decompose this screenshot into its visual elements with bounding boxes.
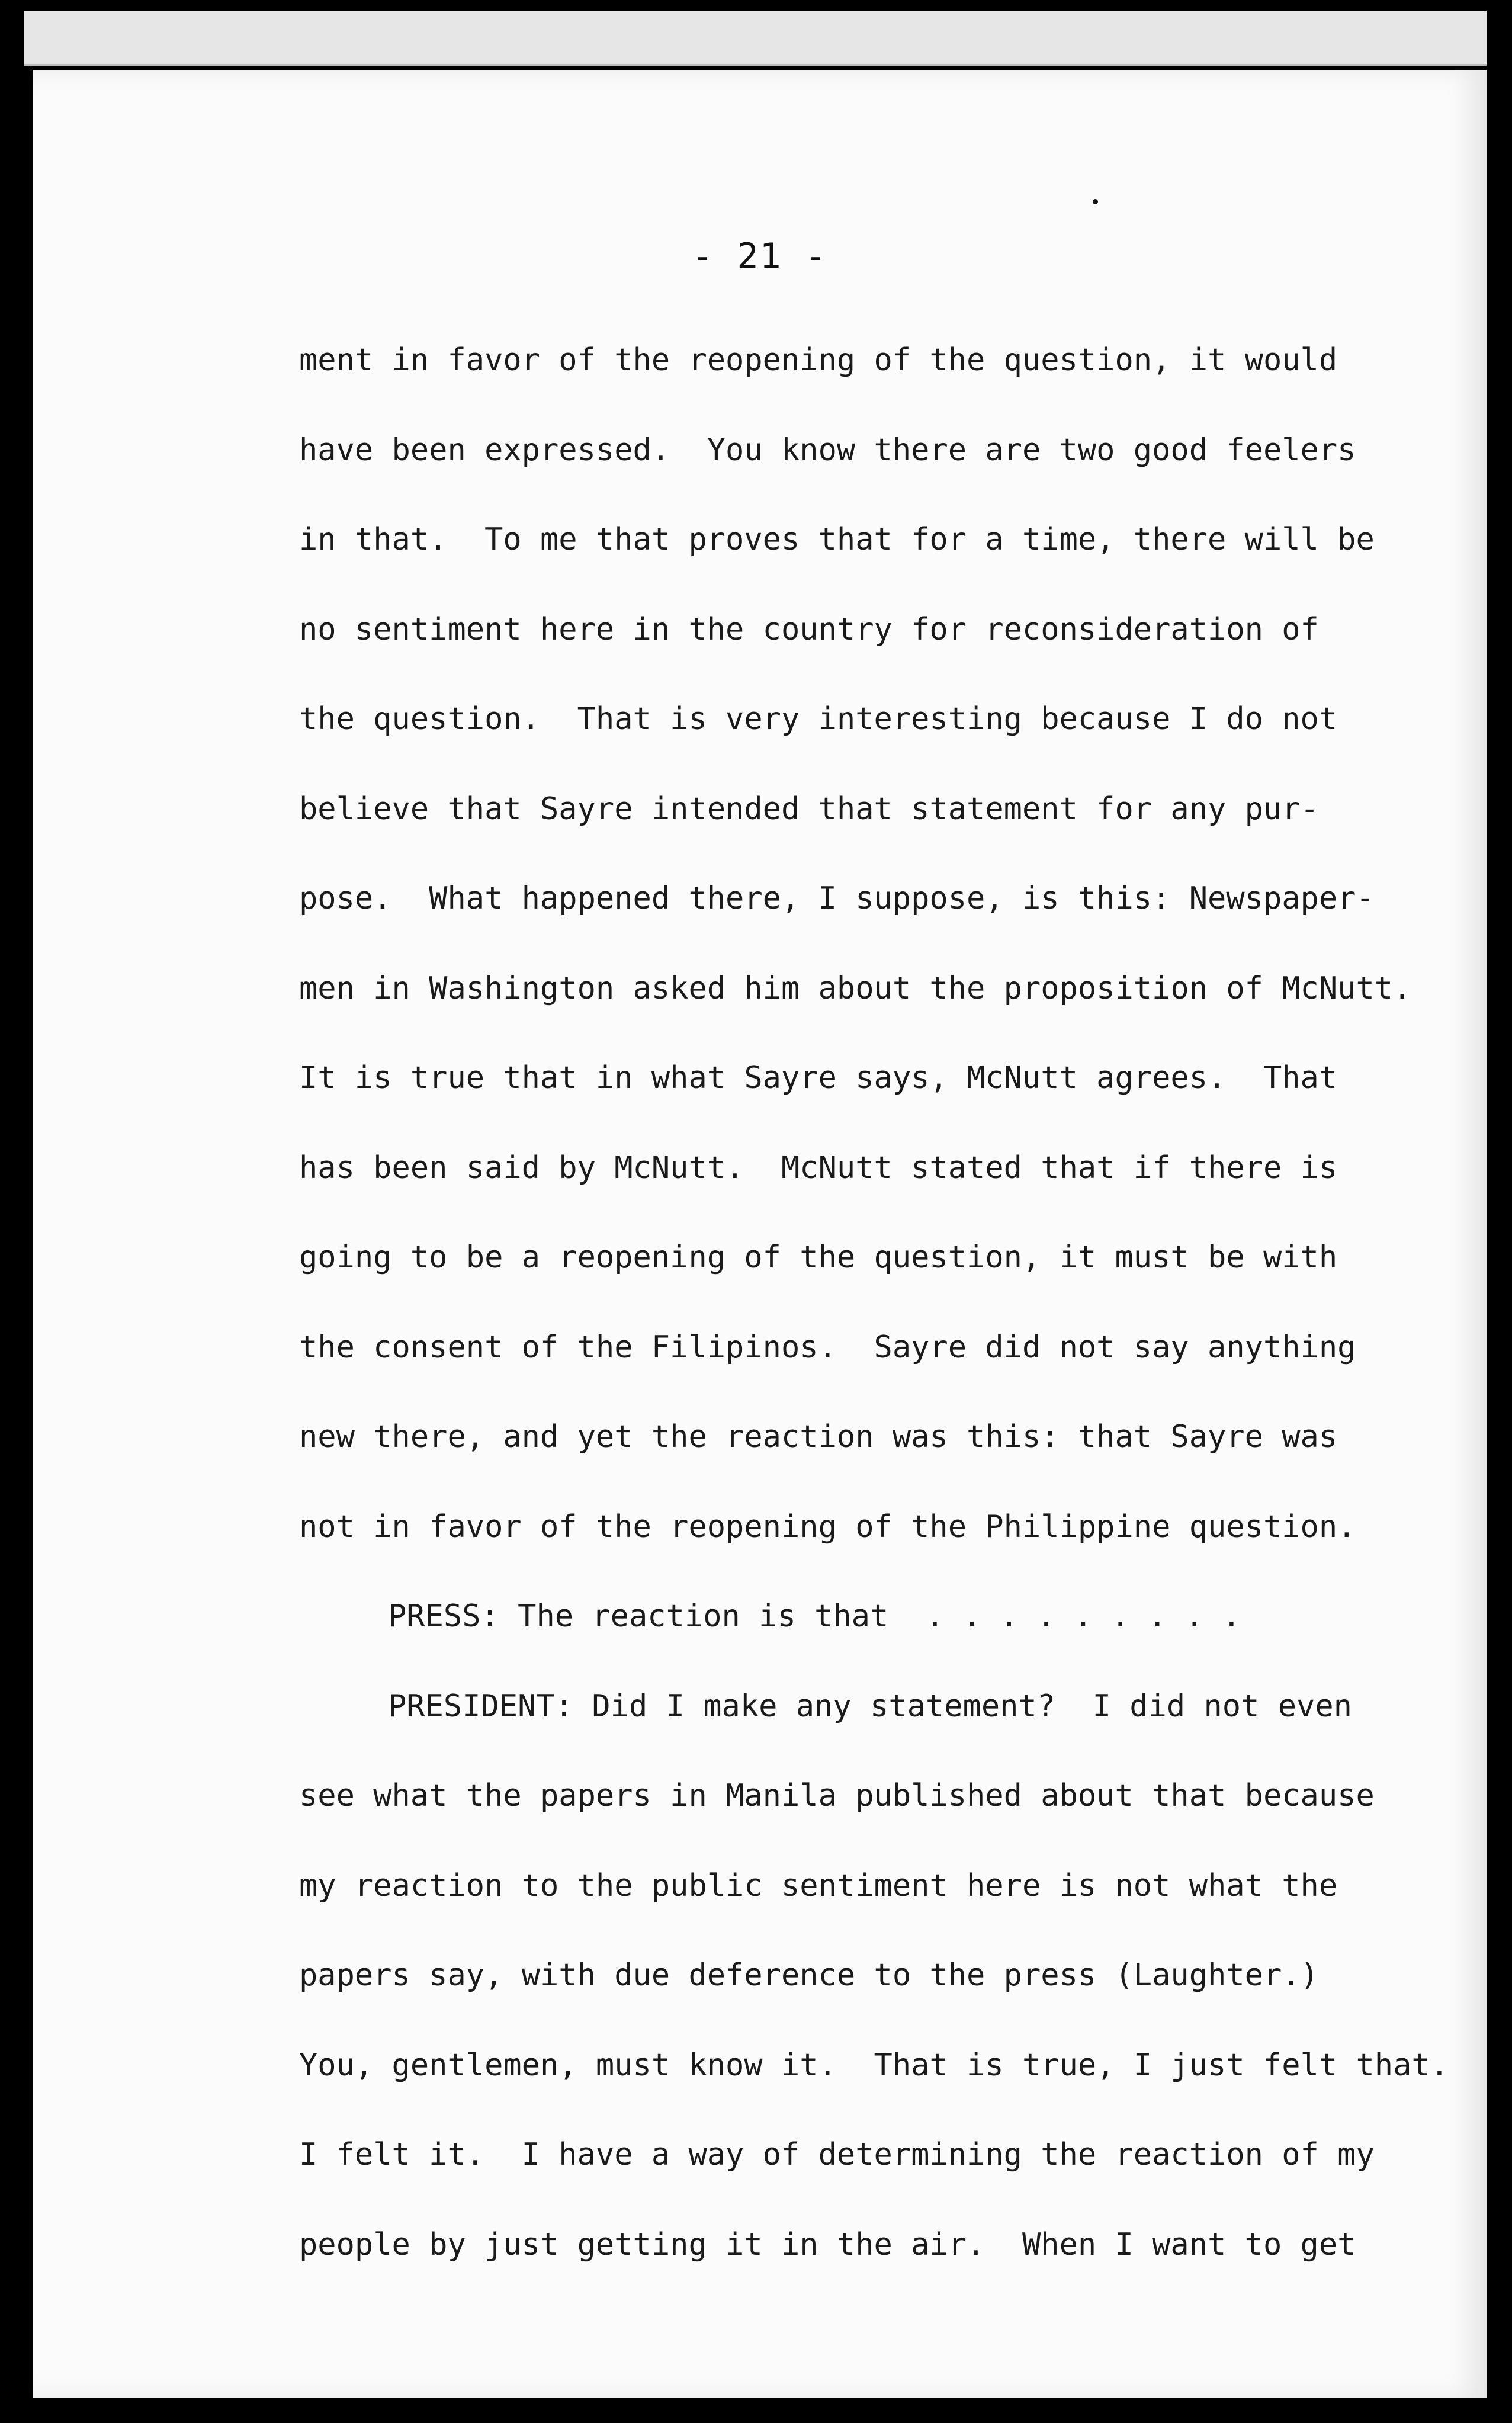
document-page (33, 70, 1487, 2398)
text-line: the consent of the Filipinos. Sayre did not say anything (299, 1329, 1356, 1365)
text-line: pose. What happened there, I suppose, is this: Newspaper- (299, 881, 1375, 916)
text-line: I felt it. I have a way of determining the reaction of my (299, 2137, 1375, 2172)
page-edge-strip (24, 11, 1487, 66)
page-number: - 21 - (692, 236, 827, 277)
text-line: the question. That is very interesting because I do not (299, 701, 1338, 737)
text-line: men in Washington asked him about the proposition of McNutt. (299, 970, 1412, 1006)
text-line: believe that Sayre intended that statement for any pur- (299, 791, 1319, 827)
text-line: people by just getting it in the air. When I want to get (299, 2226, 1356, 2262)
text-line: my reaction to the public sentiment here is not what the (299, 1867, 1338, 1904)
text-line: not in favor of the reopening of the Philippine question. (299, 1509, 1356, 1545)
text-line: ment in favor of the reopening of the question, it would (299, 342, 1338, 378)
text-line: have been expressed. You know there are two good feelers (299, 432, 1356, 468)
body-text (299, 316, 1449, 2290)
text-line: papers say, with due deference to the press (Laughter.) (299, 1957, 1319, 1993)
president-line: PRESIDENT: Did I make any statement? I did not even (388, 1688, 1352, 1724)
text-line: You, gentlemen, must know it. That is true, I just felt that. (299, 2047, 1449, 2083)
ink-speck (1093, 199, 1098, 204)
press-line: PRESS: The reaction is that . . . . . . . . . (388, 1599, 1241, 1634)
text-line: has been said by McNutt. McNutt stated that if there is (299, 1150, 1338, 1186)
text-line: It is true that in what Sayre says, McNutt agrees. That (299, 1060, 1338, 1096)
text-line: in that. To me that proves that for a time, there will be (299, 522, 1375, 557)
text-line: new there, and yet the reaction was this: that Sayre was (299, 1419, 1338, 1455)
text-line: no sentiment here in the country for reconsideration of (299, 611, 1319, 647)
text-line: going to be a reopening of the question, it must be with (299, 1240, 1338, 1275)
text-line: see what the papers in Manila published about that because (299, 1778, 1375, 1814)
